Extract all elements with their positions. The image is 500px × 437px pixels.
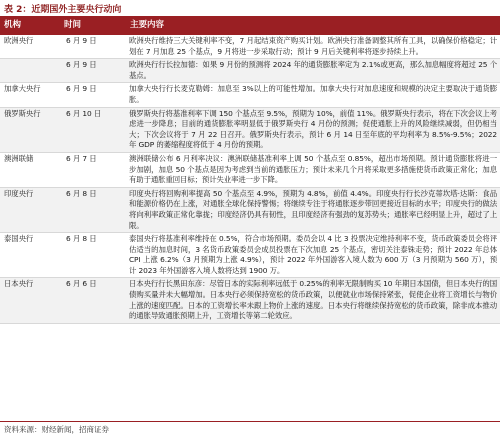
bank-cell: 欧洲央行 [0, 35, 60, 59]
content-cell: 印度央行将回购利率提高 50 个基点至 4.9%，预期为 4.8%，前值 4.4%。印度央行行长沙克蒂坎塔·达斯：食品和能源价格仍在上涨，对通胀全球化保持警惕；将继续专注于将通胀逐步带回更接近目标的水平；印度央行的做法将向利率政策正常化靠拢；印度经济仍具有韧性，且印度经济有强劲的复苏势头；通胀率已经明显上升，超过了上限。 [126, 187, 500, 232]
table-row-ecb-2 [0, 59, 500, 83]
bank-cell: 加拿大央行 [0, 83, 60, 107]
content-cell: 俄罗斯央行将基准利率下调 150 个基点至 9.5%，预期为 10%，前值 11%。俄罗斯央行表示，将在下次会议上考虑进一步降息；目前的通货膨胀率明显低于俄罗斯央行 4 月份的预测；促使通胀上升的风险继续减弱，但仍相当大；下次会议将于 7 月 22 日召开。俄罗斯央行表示，预计 6 月 14 日至年底的平均利率为 8.5%-9.5%；2022 年 GDP 的萎缩程度将低于 4 月份的预期。 [126, 107, 500, 152]
bank-cell [0, 59, 60, 83]
table-row-ecb-1 [0, 35, 500, 59]
bank-cell: 泰国央行 [0, 233, 60, 278]
date-cell: 6 月 7 日 [60, 152, 126, 187]
table-caption: 表 2：近期国外主要央行动向 [4, 5, 122, 15]
content-cell: 日本央行行长黑田东彦：尽管日本的实际利率远低于 0.25%的利率无限制购买 10 年期日本国债，但日本央行的国债购买量并未大幅增加。日本央行必须保持宽松的货币政策，以便就业市场保持紧张，促使企业将工资增长与物价上涨的速度匹配。日本的工资增长率未跟上物价上涨的速度。日本央行将继续保持宽松的货币政策，除非成本推动的通胀导致通胀预期上升，工资增长等第二轮效应。 [126, 278, 500, 323]
date-cell: 6 月 6 日 [60, 278, 126, 323]
date-cell: 6 月 9 日 [60, 59, 126, 83]
central-bank-table [0, 16, 500, 324]
table-row-boj [0, 278, 500, 323]
bank-cell: 印度央行 [0, 187, 60, 232]
header-bank: 机构 [0, 16, 60, 35]
table-row-rba [0, 152, 500, 187]
table-row-bot [0, 233, 500, 278]
content-cell: 欧洲央行行长拉加德：如果 9 月份的预测将 2024 年的通货膨胀率定为 2.1%或更高，那么加息幅度将超过 25 个基点。 [126, 59, 500, 83]
table-header-row [0, 16, 500, 35]
date-cell: 6 月 8 日 [60, 187, 126, 232]
source-note: 资料来源：财经新闻，招商证券 [4, 425, 109, 434]
header-date: 时间 [60, 16, 126, 35]
content-cell: 欧洲央行维持三大关键利率不变，7 月起结束资产购买计划。欧洲央行准备调整其所有工具，以确保价格稳定；计划在 7 月加息 25 个基点，9 月将进一步采取行动；预计 9 月后关键利率将逐步持续上升。 [126, 35, 500, 59]
table-row-cbr [0, 107, 500, 152]
date-cell: 6 月 9 日 [60, 83, 126, 107]
content-cell: 澳洲联储公布 6 月利率决议：澳洲联储基准利率上调 50 个基点至 0.85%，超出市场预期。预计通货膨胀将进一步加剧，加息 50 个基点是因为考虑到当前的通胀压力；预计未来几个月将采取更多措施使货币政策正常化；加息有助于通胀重回目标；预计失业率进一步下降。 [126, 152, 500, 187]
bank-cell: 澳洲联储 [0, 152, 60, 187]
date-cell: 6 月 10 日 [60, 107, 126, 152]
content-cell: 加拿大央行行长麦克勒姆：加息至 3%以上的可能性增加。加拿大央行对加息速度和规模的决定主要取决于通货膨胀。 [126, 83, 500, 107]
bank-cell: 俄罗斯央行 [0, 107, 60, 152]
content-cell: 泰国央行将基准利率维持在 0.5%，符合市场预期。委员会以 4 比 3 投票决定维持利率不变，货币政策委员会将评估适当的加息时间，3 名货币政策委员会成员投票在下次加息 25 个基点，密切关注泰铢走势；预计 2022 年总体 CPI 上涨 6.2%（3 月预期为上涨 4.9%），预计 2022 年外国游客入境人数为 600 万（3 月预期为 560 万），预计 2023 年外国游客入境人数将达到 1900 万。 [126, 233, 500, 278]
date-cell: 6 月 8 日 [60, 233, 126, 278]
table-row-boc [0, 83, 500, 107]
header-content: 主要内容 [126, 16, 500, 35]
table-row-rbi [0, 187, 500, 232]
table-bottom-rule [0, 421, 500, 422]
bank-cell: 日本央行 [0, 278, 60, 323]
date-cell: 6 月 9 日 [60, 35, 126, 59]
